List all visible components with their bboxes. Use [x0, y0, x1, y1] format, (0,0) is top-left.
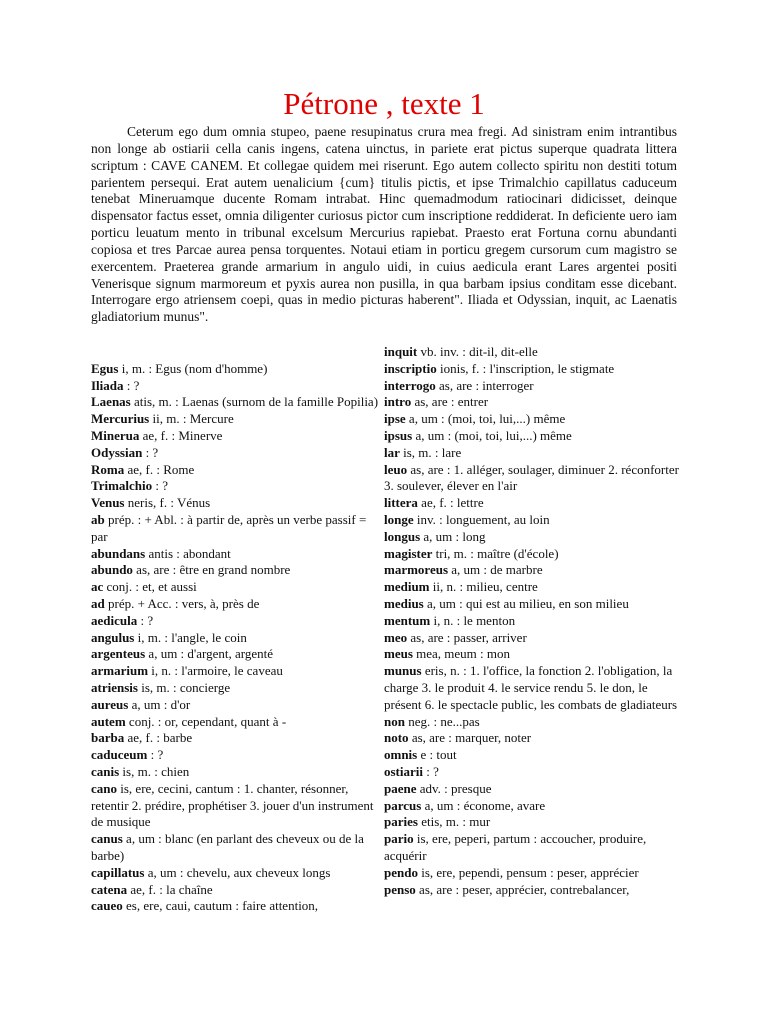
vocab-definition: a, um : de marbre: [448, 562, 543, 578]
vocab-lemma: meo: [384, 629, 408, 645]
vocab-lemma: canus: [91, 831, 123, 847]
vocab-definition: ii, m. : Mercure: [149, 411, 234, 427]
vocab-entry: [384, 596, 680, 613]
vocab-lemma: paene: [384, 780, 417, 796]
vocab-lemma: interrogo: [384, 377, 436, 393]
vocab-entry: [384, 462, 680, 496]
vocab-definition: as, are : peser, apprécier, contrebalancer,: [415, 881, 630, 897]
vocab-lemma: Egus: [91, 360, 119, 376]
vocab-entry: [91, 714, 383, 731]
vocab-definition: a, um : d'or: [128, 696, 191, 712]
vocab-entry: [91, 596, 383, 613]
vocab-entry: [91, 411, 383, 428]
vocab-entry: [91, 546, 383, 563]
vocab-lemma: cano: [91, 780, 117, 796]
vocab-definition: is, m. : lare: [399, 444, 462, 460]
vocab-definition: mea, meum : mon: [412, 646, 511, 662]
vocab-lemma: meus: [384, 646, 413, 662]
vocab-definition: i, m. : Egus (nom d'homme): [118, 360, 268, 376]
vocab-lemma: canis: [91, 763, 120, 779]
vocab-lemma: intro: [384, 394, 412, 410]
vocab-entry: [384, 361, 680, 378]
vocab-lemma: longe: [384, 511, 414, 527]
vocab-entry: [384, 512, 680, 529]
vocab-entry: [384, 378, 680, 395]
vocab-lemma: inquit: [384, 344, 418, 359]
vocab-definition: neg. : ne...pas: [404, 713, 480, 729]
vocab-definition: a, um : (moi, toi, lui,...) même: [405, 411, 566, 427]
vocab-lemma: marmoreus: [384, 562, 449, 578]
vocab-definition: ii, n. : milieu, centre: [429, 579, 538, 595]
vocab-definition: : ?: [137, 612, 154, 628]
vocab-lemma: autem: [91, 713, 126, 729]
vocab-definition: ae, f. : Rome: [124, 461, 195, 477]
vocab-lemma: munus: [384, 663, 422, 679]
vocab-lemma: pendo: [384, 864, 418, 880]
vocab-entry: [384, 529, 680, 546]
vocab-entry: [384, 428, 680, 445]
vocab-entry: [91, 428, 383, 445]
vocab-definition: ae, f. : barbe: [124, 730, 193, 746]
vocab-definition: a, um : qui est au milieu, en son milieu: [423, 595, 629, 611]
vocab-definition: as, are : 1. alléger, soulager, diminuer 2. réconforter 3. soulever, élever en l'air: [384, 461, 679, 494]
vocab-definition: as, are : interroger: [435, 377, 534, 393]
vocab-lemma: atriensis: [91, 679, 138, 695]
vocab-definition: as, are : être en grand nombre: [132, 562, 291, 578]
vocab-definition: i, n. : le menton: [430, 612, 516, 628]
vocab-entry: [384, 747, 680, 764]
vocab-entry: [91, 747, 383, 764]
vocab-entry: [91, 361, 383, 378]
vocab-lemma: capillatus: [91, 864, 145, 880]
vocabulary-column-left: [91, 344, 383, 915]
vocab-lemma: caduceum: [91, 747, 148, 763]
vocab-entry: [91, 898, 383, 915]
vocab-definition: eris, n. : 1. l'office, la fonction 2. l'obligation, la charge 3. le produit 4. le service rendu 5. le don, le présent 6. le spectacle public, les combats de gladiateurs: [384, 663, 678, 712]
vocab-entry: [91, 646, 383, 663]
vocab-definition: : ?: [142, 444, 159, 460]
vocab-lemma: inscriptio: [384, 360, 437, 376]
vocab-definition: is, ere, cecini, cantum : 1. chanter, résonner, retentir 2. prédire, prophétiser 3. jouer d'un instrument de musique: [91, 780, 374, 830]
vocab-entry: [91, 495, 383, 512]
vocab-definition: as, are : entrer: [411, 394, 489, 410]
vocab-definition: conj. : or, cependant, quant à -: [125, 713, 287, 729]
vocab-entry: [384, 714, 680, 731]
vocab-definition: as, are : marquer, noter: [408, 730, 532, 746]
vocab-entry: [384, 344, 680, 361]
vocab-entry: [91, 478, 383, 495]
vocab-lemma: Roma: [91, 461, 125, 477]
vocab-lemma: ac: [91, 579, 104, 595]
vocab-entry: [91, 562, 383, 579]
vocab-definition: is, ere, pependi, pensum : peser, apprécier: [417, 864, 639, 880]
vocab-lemma: ostiarii: [384, 763, 423, 779]
vocab-lemma: Mercurius: [91, 411, 150, 427]
vocab-lemma: ad: [91, 595, 105, 611]
vocab-lemma: pario: [384, 831, 414, 847]
vocab-definition: prép. : + Abl. : à partir de, après un verbe passif = par: [91, 511, 367, 544]
vocab-definition: : ?: [147, 747, 164, 763]
vocab-entry: [384, 394, 680, 411]
vocab-entry: [384, 663, 680, 713]
vocab-lemma: omnis: [384, 747, 418, 763]
vocab-lemma: noto: [384, 730, 409, 746]
vocab-entry: [91, 663, 383, 680]
vocab-entry: [91, 831, 383, 865]
vocab-lemma: ipsus: [384, 427, 413, 443]
vocab-lemma: abundans: [91, 545, 146, 561]
vocab-definition: a, um : chevelu, aux cheveux longs: [144, 864, 331, 880]
vocab-definition: is, m. : concierge: [137, 679, 231, 695]
vocab-entry: [384, 764, 680, 781]
vocab-definition: a, um : d'argent, argenté: [145, 646, 274, 662]
vocab-entry: [384, 730, 680, 747]
vocab-entry: [384, 882, 680, 899]
vocab-definition: ionis, f. : l'inscription, le stigmate: [436, 360, 615, 376]
vocab-definition: neris, f. : Vénus: [124, 495, 211, 511]
vocab-entry: [384, 646, 680, 663]
vocab-entry: [384, 630, 680, 647]
vocab-lemma: Minerua: [91, 427, 140, 443]
vocab-entry: [384, 546, 680, 563]
page-title: Pétrone , texte 1: [283, 86, 485, 121]
vocab-definition: ae, f. : Minerve: [139, 427, 223, 443]
vocab-entry: [91, 378, 383, 395]
vocab-lemma: Odyssian: [91, 444, 143, 460]
vocab-definition: i, m. : l'angle, le coin: [134, 629, 247, 645]
column-spacer: [91, 344, 383, 361]
vocab-definition: antis : abondant: [145, 545, 231, 561]
vocab-entry: [91, 697, 383, 714]
vocab-definition: prép. + Acc. : vers, à, près de: [104, 595, 260, 611]
vocab-lemma: penso: [384, 881, 416, 897]
vocab-definition: etis, m. : mur: [417, 814, 491, 830]
vocab-definition: atis, m. : Laenas (surnom de la famille Popilia): [130, 394, 379, 410]
vocab-definition: ae, f. : lettre: [417, 495, 484, 511]
vocab-entry: [91, 613, 383, 630]
vocab-lemma: barba: [91, 730, 125, 746]
vocab-lemma: aedicula: [91, 612, 138, 628]
vocab-entry: [91, 781, 383, 831]
vocab-definition: a, um : économe, avare: [421, 797, 546, 813]
vocab-entry: [384, 865, 680, 882]
vocab-lemma: Trimalchio: [91, 478, 153, 494]
vocab-definition: vb. inv. : dit-il, dit-elle: [417, 344, 538, 359]
vocab-lemma: angulus: [91, 629, 135, 645]
vocabulary-column-right: [384, 344, 680, 898]
vocab-definition: : ?: [423, 763, 439, 779]
latin-passage: Ceterum ego dum omnia stupeo, paene resupinatus crura mea fregi. Ad sinistram enim intrantibus non longe ab ostiarii cella canis ingens, catena uinctus, in pariete erat pictus superque quadrata littera scriptum : CAVE CANEM. Et collegae quidem mei riserunt. Ego autem collecto spiritu non destiti totum parientem persequi. Erat autem uenalicium {cum} titulis pictis, et ipse Trimalchio capillatus caduceum tenebat Mineruamque ducente Romam intrabat. Hinc quemadmodum ratiocinari didicisset, deinque dispensator factus esset, omnia diligenter curiosus pictor cum inscriptione reddiderat. In deficiente uero iam porticu leuatum mento in tribunal excelsum Mercurius rapiebat. Praesto erat Fortuna cornu abundanti copiosa et tres Parcae aurea pensa torquentes. Notaui etiam in porticu gregem cursorum cum magistro se exercentem. Praeterea grande armarium in angulo uidi, in cuius aedicula erant Lares argentei positi Venerisque signum marmoreum et pyxis aurea non pusilla, in qua barbam ipsius conditam esse dicebant. Interrogare ergo atriensem coepi, quas in medio picturas haberent". Iliada et Odyssian, inquit, ac Laenatis gladiatorium munus".: [91, 124, 677, 325]
vocab-lemma: paries: [384, 814, 418, 830]
vocab-entry: [384, 781, 680, 798]
vocab-entry: [91, 445, 383, 462]
vocab-lemma: aureus: [91, 696, 129, 712]
vocab-definition: i, n. : l'armoire, le caveau: [148, 663, 283, 679]
vocab-lemma: non: [384, 713, 405, 729]
vocab-lemma: leuo: [384, 461, 408, 477]
vocab-lemma: caueo: [91, 898, 123, 914]
vocab-entry: [384, 445, 680, 462]
vocab-entry: [384, 411, 680, 428]
vocab-lemma: Laenas: [91, 394, 131, 410]
vocab-entry: [384, 831, 680, 865]
vocab-definition: conj. : et, et aussi: [103, 579, 197, 595]
vocab-lemma: Venus: [91, 495, 125, 511]
vocab-entry: [91, 394, 383, 411]
vocab-definition: : ?: [123, 377, 140, 393]
vocabulary-list-right: [384, 344, 680, 898]
vocab-definition: inv. : longuement, au loin: [413, 511, 550, 527]
vocabulary-list-left: [91, 361, 383, 915]
vocab-lemma: medium: [384, 579, 430, 595]
vocab-entry: [384, 562, 680, 579]
vocab-definition: is, ere, peperi, partum : accoucher, produire, acquérir: [384, 831, 647, 863]
vocab-entry: [384, 579, 680, 596]
vocab-entry: [91, 730, 383, 747]
vocab-entry: [91, 882, 383, 899]
vocab-lemma: lar: [384, 444, 400, 460]
vocab-lemma: ipse: [384, 411, 406, 427]
vocab-definition: : ?: [152, 478, 169, 494]
vocab-lemma: mentum: [384, 612, 431, 628]
vocab-entry: [91, 630, 383, 647]
vocab-lemma: longus: [384, 528, 421, 544]
vocab-definition: a, um : long: [420, 528, 486, 544]
vocab-entry: [91, 865, 383, 882]
vocab-definition: e : tout: [417, 747, 457, 763]
vocab-definition: tri, m. : maître (d'école): [432, 545, 559, 561]
vocab-lemma: magister: [384, 545, 433, 561]
vocab-lemma: argenteus: [91, 646, 146, 662]
vocab-lemma: abundo: [91, 562, 133, 578]
vocab-entry: [384, 814, 680, 831]
vocab-entry: [91, 512, 383, 546]
vocab-entry: [91, 680, 383, 697]
vocab-definition: a, um : (moi, toi, lui,...) même: [412, 427, 572, 443]
vocab-lemma: parcus: [384, 797, 422, 813]
vocab-entry: [91, 764, 383, 781]
vocab-entry: [384, 798, 680, 815]
vocab-lemma: catena: [91, 881, 128, 897]
vocab-entry: [91, 462, 383, 479]
vocab-definition: adv. : presque: [416, 780, 492, 796]
vocab-entry: [384, 495, 680, 512]
vocab-entry: [91, 579, 383, 596]
vocab-definition: es, ere, caui, cautum : faire attention,: [122, 898, 319, 914]
vocab-lemma: armarium: [91, 663, 149, 679]
vocab-entry: [384, 613, 680, 630]
vocab-definition: a, um : blanc (en parlant des cheveux ou de la barbe): [91, 831, 364, 863]
vocab-definition: ae, f. : la chaîne: [127, 881, 213, 897]
vocab-definition: as, are : passer, arriver: [407, 629, 527, 645]
vocab-lemma: littera: [384, 495, 418, 511]
vocab-lemma: medius: [384, 595, 424, 611]
vocab-lemma: Iliada: [91, 377, 124, 393]
vocab-lemma: ab: [91, 511, 105, 527]
vocab-definition: is, m. : chien: [119, 763, 190, 779]
